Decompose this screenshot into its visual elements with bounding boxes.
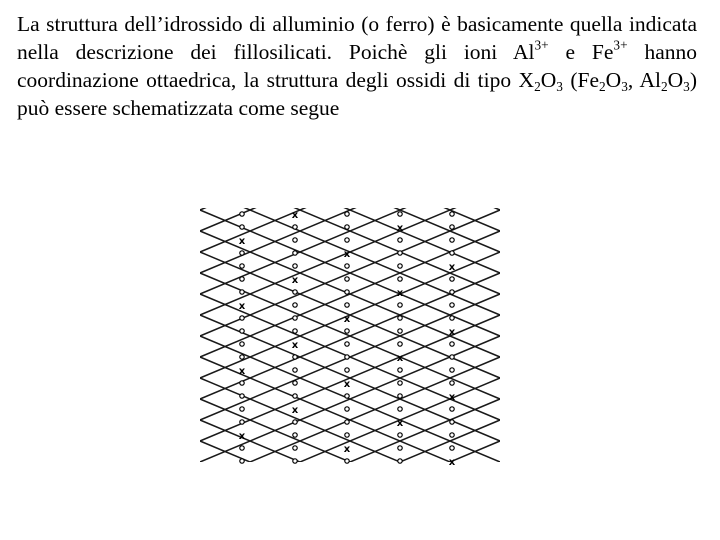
oxygen-marker	[293, 394, 297, 398]
oxygen-marker	[345, 212, 349, 216]
oxygen-marker	[293, 303, 297, 307]
description-paragraph	[17, 10, 697, 122]
oxygen-marker	[345, 329, 349, 333]
oxygen-marker	[450, 407, 454, 411]
text-run: La struttura dell’idrossido di alluminio (o ferro) è basicamente quella indicata nella descrizione dei fillosilicati. Poichè gli ioni Al	[17, 12, 697, 64]
oxygen-marker	[240, 342, 244, 346]
oxygen-marker	[293, 368, 297, 372]
text-run: O	[540, 68, 557, 92]
oxygen-marker	[240, 329, 244, 333]
formula-subscript: 2	[599, 78, 606, 94]
cation-marker: x	[291, 275, 299, 286]
formula-subscript: 2	[534, 78, 541, 94]
oxygen-marker	[398, 329, 402, 333]
oxygen-marker	[293, 459, 297, 463]
oxygen-marker	[345, 407, 349, 411]
oxygen-marker	[240, 225, 244, 229]
oxygen-marker	[293, 264, 297, 268]
oxygen-marker	[240, 459, 244, 463]
formula-subscript: 2	[660, 78, 668, 94]
oxygen-marker	[398, 251, 402, 255]
oxygen-marker	[450, 381, 454, 385]
oxygen-marker	[293, 433, 297, 437]
oxygen-marker	[398, 316, 402, 320]
oxygen-marker	[398, 303, 402, 307]
oxygen-marker	[345, 264, 349, 268]
oxygen-marker	[450, 446, 454, 450]
cation-marker: x	[343, 379, 351, 390]
oxygen-marker	[240, 277, 244, 281]
charge-superscript: 3+	[613, 37, 628, 53]
text-run: (Fe	[562, 68, 599, 92]
oxygen-marker	[398, 264, 402, 268]
oxygen-marker	[450, 433, 454, 437]
oxygen-marker	[450, 290, 454, 294]
oxygen-marker	[450, 277, 454, 281]
oxygen-marker	[293, 355, 297, 359]
oxygen-marker	[345, 420, 349, 424]
oxygen-marker	[345, 277, 349, 281]
oxygen-marker	[240, 381, 244, 385]
cation-marker: x	[238, 236, 246, 247]
cation-marker: x	[343, 444, 351, 455]
cation-marker: x	[291, 340, 299, 351]
oxygen-marker	[345, 355, 349, 359]
oxygen-marker	[345, 303, 349, 307]
formula-subscript: 3	[621, 78, 628, 94]
oxygen-marker	[398, 433, 402, 437]
oxygen-marker	[293, 225, 297, 229]
cation-marker: x	[396, 288, 404, 299]
oxygen-marker	[398, 368, 402, 372]
formula-subscript: 3	[683, 78, 690, 94]
oxygen-marker	[345, 433, 349, 437]
cation-marker: x	[448, 327, 456, 338]
oxygen-marker	[398, 394, 402, 398]
oxygen-marker	[240, 316, 244, 320]
oxygen-marker	[450, 251, 454, 255]
oxygen-marker	[450, 355, 454, 359]
oxygen-marker	[450, 316, 454, 320]
text-run: , Al	[627, 68, 661, 92]
oxygen-marker	[345, 394, 349, 398]
cation-marker: x	[238, 366, 246, 377]
bond-line	[200, 200, 500, 294]
cation-marker: x	[343, 314, 351, 325]
oxygen-marker	[398, 459, 402, 463]
oxygen-marker	[345, 225, 349, 229]
oxygen-marker	[240, 407, 244, 411]
cation-marker: x	[343, 249, 351, 260]
cation-marker: x	[448, 392, 456, 403]
text-run: hanno coordinazione ottaedrica, la struttura degli ossidi di tipo X	[17, 40, 697, 92]
oxygen-marker	[450, 420, 454, 424]
text-run: O	[667, 68, 684, 92]
oxygen-marker	[293, 420, 297, 424]
oxygen-marker	[450, 212, 454, 216]
oxygen-marker	[240, 251, 244, 255]
oxygen-marker	[240, 264, 244, 268]
oxygen-marker	[345, 342, 349, 346]
oxygen-marker	[450, 368, 454, 372]
oxygen-marker	[398, 381, 402, 385]
cation-marker: x	[448, 457, 456, 468]
oxygen-marker	[450, 238, 454, 242]
bond-line	[200, 200, 500, 231]
oxygen-marker	[240, 394, 244, 398]
oxygen-marker	[293, 329, 297, 333]
cation-marker: x	[396, 418, 404, 429]
oxygen-marker	[240, 290, 244, 294]
cation-marker: x	[238, 301, 246, 312]
bond-line	[200, 200, 500, 294]
oxygen-marker	[345, 238, 349, 242]
oxygen-marker	[345, 290, 349, 294]
oxygen-marker	[398, 446, 402, 450]
oxygen-marker	[293, 238, 297, 242]
cation-marker: x	[238, 431, 246, 442]
oxygen-marker	[293, 446, 297, 450]
oxygen-marker	[240, 446, 244, 450]
charge-superscript: 3+	[534, 37, 549, 53]
oxygen-marker	[398, 407, 402, 411]
cation-marker: x	[291, 405, 299, 416]
octahedral-lattice-diagram	[190, 200, 510, 480]
oxygen-marker	[293, 251, 297, 255]
bond-line	[200, 200, 500, 231]
oxygen-marker	[240, 212, 244, 216]
cation-marker: x	[448, 262, 456, 273]
oxygen-marker	[293, 316, 297, 320]
oxygen-marker	[240, 420, 244, 424]
oxygen-marker	[398, 212, 402, 216]
oxygen-marker	[398, 277, 402, 281]
oxygen-marker	[293, 290, 297, 294]
oxygen-marker	[293, 381, 297, 385]
cation-marker: x	[396, 223, 404, 234]
text-run: ) può essere schematizzata come segue	[17, 68, 697, 120]
oxygen-marker	[450, 225, 454, 229]
oxygen-marker	[398, 238, 402, 242]
oxygen-marker	[398, 342, 402, 346]
cation-marker: x	[396, 353, 404, 364]
oxygen-marker	[345, 368, 349, 372]
text-run: e Fe	[548, 40, 614, 64]
oxygen-marker	[450, 342, 454, 346]
text-run: O	[605, 68, 622, 92]
formula-subscript: 3	[556, 78, 563, 94]
oxygen-marker	[345, 459, 349, 463]
cation-marker: x	[291, 210, 299, 221]
oxygen-marker	[240, 355, 244, 359]
oxygen-marker	[450, 303, 454, 307]
